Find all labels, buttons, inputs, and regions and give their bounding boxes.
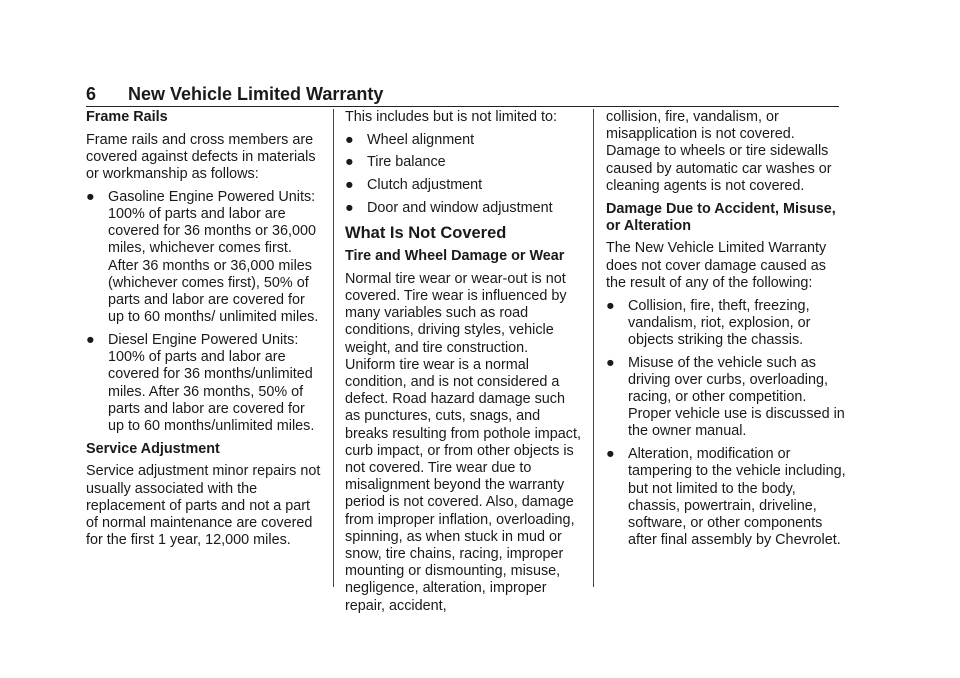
list-item-text: Alteration, modification or tampering to the vehicle including, but not limited to the body, chassis, powertrain, driveline, software, or other components after final assembly by Chevrolet. <box>628 446 846 549</box>
diesel-units-text: Diesel Engine Powered Units: 100% of parts and labor are covered for 36 months/unlimited miles. After 36 months, 50% of parts and labor are covered for up to 60 months/unlimited miles. <box>108 331 315 434</box>
bullet-icon: ● <box>345 131 354 148</box>
bullet-icon: ● <box>345 177 354 194</box>
service-adjustment-heading: Service Adjustment <box>86 440 220 457</box>
list-item <box>345 177 581 194</box>
accident-misuse-intro: The New Vehicle Limited Warranty does not cover damage caused as the result of any of the following: <box>606 240 827 291</box>
continued-text: collision, fire, vandalism, or misapplication is not covered. Damage to wheels or tire sidewalls caused by automatic car washes or cleaning agents is not covered. <box>606 109 832 194</box>
list-item <box>345 132 581 149</box>
list-item-text: Misuse of the vehicle such as driving over curbs, overloading, racing, or other competition. Proper vehicle use is discussed in the owner manual. <box>628 354 845 440</box>
tire-wheel-text: Normal tire wear or wear-out is not covered. Tire wear is influenced by many variables such as road conditions, driving styles, vehicle weight, and tire construction. Uniform tire wear is a normal condition, and is not considered a defect. Road hazard damage such as punctures, cuts, snags, and breaks resulting from pothole impact, curb impact, or from other objects is not covered. Tire wear due to misalignment beyond the warranty period is not covered. Also, damage from improper inflation, overloading, spinning, as when stuck in mud or snow, tire chains, racing, improper mounting or dismounting, misuse, negligence, alteration, improper repair, accident, <box>345 270 581 614</box>
column-1 <box>86 109 322 555</box>
gasoline-units-text: Gasoline Engine Powered Units: 100% of parts and labor are covered for 36 months or 36,000 miles, whichever comes first. After 36 months or 36,000 miles (whichever comes first), 50% of parts and labor are covered for up to 60 months/ unlimited miles. <box>108 188 319 326</box>
list-item <box>606 446 846 549</box>
list-item <box>345 200 581 217</box>
page-title: New Vehicle Limited Warranty <box>128 84 384 104</box>
frame-rails-intro: Frame rails and cross members are covered against defects in materials or workmanship as follows: <box>86 131 316 183</box>
list-item-text: Collision, fire, theft, freezing, vandalism, riot, explosion, or objects striking the chassis. <box>628 297 811 348</box>
bullet-icon: ● <box>606 354 615 371</box>
bullet-icon: ● <box>86 331 95 348</box>
bullet-icon: ● <box>606 446 615 463</box>
column-divider <box>593 109 594 587</box>
page-number: 6 <box>86 84 97 104</box>
column-2 <box>345 109 581 620</box>
list-item <box>86 189 322 327</box>
includes-intro: This includes but is not limited to: <box>345 109 557 125</box>
bullet-icon: ● <box>86 188 95 205</box>
page-header <box>86 84 839 107</box>
not-covered-heading: What Is Not Covered <box>345 224 507 243</box>
tire-wheel-heading: Tire and Wheel Damage or Wear <box>345 248 565 265</box>
bullet-icon: ● <box>345 199 354 216</box>
list-item-text: Door and window adjustment <box>367 199 553 216</box>
list-item <box>86 332 322 435</box>
column-divider <box>333 109 334 587</box>
bullet-icon: ● <box>606 297 615 314</box>
service-adjustment-text: Service adjustment minor repairs not usually associated with the replacement of parts and not a part of normal maintenance are covered for the first 1 year, 12,000 miles. <box>86 463 321 549</box>
list-item-text: Tire balance <box>367 154 446 171</box>
bullet-icon: ● <box>345 154 354 171</box>
column-3 <box>606 109 846 555</box>
list-item-text: Wheel alignment <box>367 131 475 148</box>
frame-rails-heading: Frame Rails <box>86 109 168 125</box>
list-item-text: Clutch adjustment <box>367 177 483 194</box>
list-item <box>606 298 846 350</box>
list-item <box>606 355 846 441</box>
accident-misuse-heading: Damage Due to Accident, Misuse, or Alteration <box>606 200 836 234</box>
list-item <box>345 154 581 171</box>
